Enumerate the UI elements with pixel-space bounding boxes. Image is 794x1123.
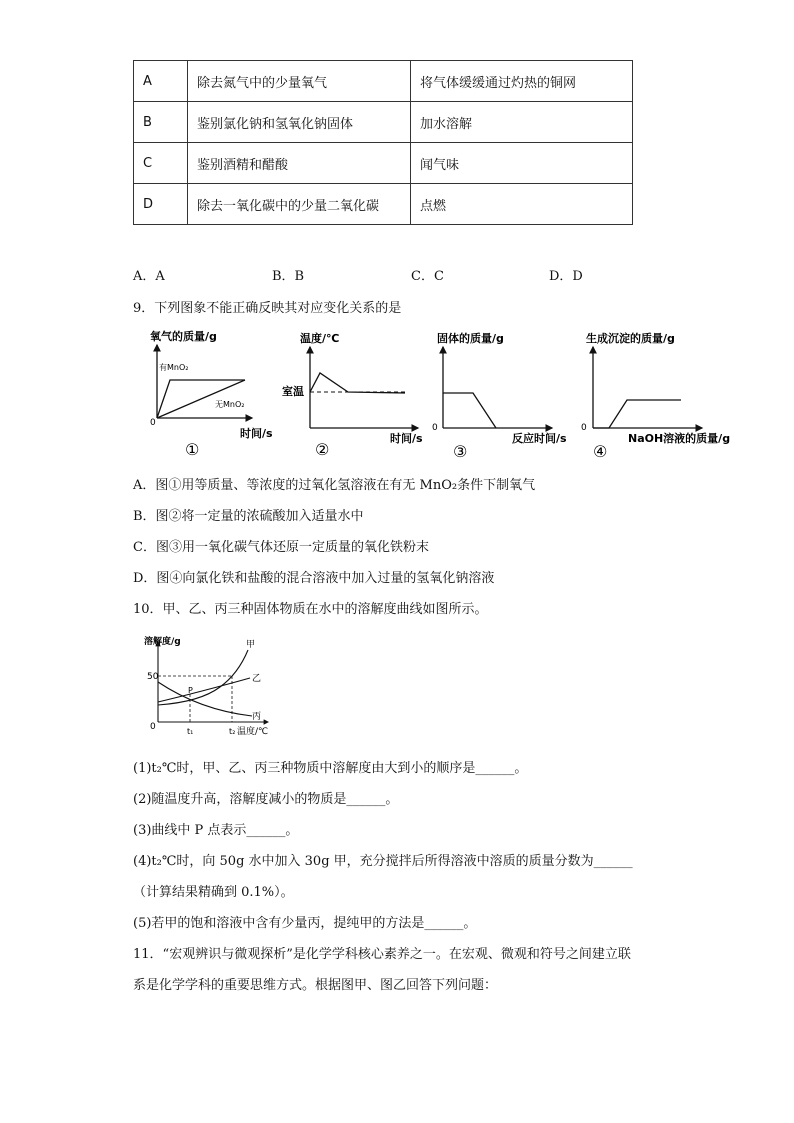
table-cell: 除去氮气中的少量氧气 (188, 61, 411, 102)
table-cell: 除去一氧化碳中的少量二氧化碳 (188, 184, 411, 225)
table-row (134, 102, 633, 143)
graph-2-number: ② (315, 440, 330, 459)
graph-4-xlabel: NaOH溶液的质量/g (628, 432, 731, 445)
graph-2-ytick: 室温 (282, 385, 304, 398)
solubility-graph (140, 632, 275, 742)
q10-stem: 10．甲、乙、丙三种固体物质在水中的溶解度曲线如图所示。 (133, 602, 488, 617)
graph-4 (581, 331, 730, 461)
graph-1-origin: 0 (150, 418, 156, 428)
table-cell: 鉴别酒精和醋酸 (188, 143, 411, 184)
table-cell: A (134, 61, 188, 102)
graph-1-ylabel: 氧气的质量/g (150, 330, 217, 343)
q9-option-d: D．图④向氯化铁和盐酸的混合溶液中加入过量的氢氧化钠溶液 (133, 571, 495, 586)
table-cell: B (134, 102, 188, 143)
solubility-t1: t₁ (187, 727, 194, 736)
q10-sub-4: (4)t₂℃时，向 50g 水中加入 30g 甲，充分搅拌后所得溶液中溶质的质量分数为______ (133, 854, 633, 869)
q10-sub-4-note: （计算结果精确到 0.1%）。 (133, 885, 294, 900)
table-cell: 闻气味 (411, 143, 633, 184)
table-cell: 点燃 (411, 184, 633, 225)
q9-stem: 9．下列图象不能正确反映其对应变化关系的是 (133, 301, 402, 316)
q9-option-b: B．图②将一定量的浓硫酸加入适量水中 (133, 509, 364, 524)
table-cell: C (134, 143, 188, 184)
option-c: C．C (411, 269, 444, 284)
table-row (134, 61, 633, 102)
graph-3 (432, 331, 567, 461)
solubility-ytick-50: 50 (147, 672, 159, 682)
graph-3-ylabel: 固体的质量/g (437, 332, 504, 345)
solubility-ylabel: 溶解度/g (144, 637, 181, 647)
point-p-label: P (188, 686, 193, 695)
graph-3-xlabel: 反应时间/s (512, 432, 567, 445)
table-row (134, 184, 633, 225)
solubility-xlabel: 温度/℃ (237, 727, 269, 737)
graph-4-number: ④ (593, 442, 608, 461)
table-cell: 鉴别氯化钠和氢氧化钠固体 (188, 102, 411, 143)
q10-sub-3: (3)曲线中 P 点表示______。 (133, 823, 299, 838)
q8-options (133, 268, 653, 286)
graph-4-ylabel: 生成沉淀的质量/g (586, 332, 675, 345)
solubility-origin: 0 (150, 722, 156, 732)
table-cell: 加水溶解 (411, 102, 633, 143)
q10-sub-5: (5)若甲的饱和溶液中含有少量丙，提纯甲的方法是______。 (133, 916, 477, 931)
q10-sub-2: (2)随温度升高，溶解度减小的物质是______。 (133, 792, 399, 807)
graph-1-number: ① (185, 440, 200, 459)
graph-3-origin: 0 (432, 423, 438, 433)
options-table (133, 60, 633, 225)
q10-sub-1: (1)t₂℃时，甲、乙、丙三种物质中溶解度由大到小的顺序是______。 (133, 761, 528, 776)
graph-1-xlabel: 时间/s (240, 427, 273, 440)
curve-label-with-mno2: 有MnO₂ (159, 363, 189, 372)
graph-3-number: ③ (453, 442, 468, 461)
graph-2 (282, 331, 423, 459)
q9-graphs (140, 325, 740, 470)
table-row (134, 143, 633, 184)
graph-2-xlabel: 时间/s (390, 432, 423, 445)
q11-line-1: 11．“宏观辨识与微观探析”是化学学科核心素养之一。在宏观、微观和符号之间建立联 (133, 947, 631, 962)
option-a: A．A (133, 269, 165, 284)
table-cell: D (134, 184, 188, 225)
graph-1 (150, 329, 273, 459)
q9-option-a: A．图①用等质量、等浓度的过氧化氢溶液在有无 MnO₂条件下制氧气 (133, 478, 536, 493)
curve-label-jia: 甲 (246, 640, 256, 650)
option-b: B．B (272, 269, 305, 284)
q11-line-2: 系是化学学科的重要思维方式。根据图甲、图乙回答下列问题： (133, 978, 498, 993)
graph-4-origin: 0 (581, 423, 587, 433)
graph-2-ylabel: 温度/℃ (300, 332, 340, 345)
solubility-t2: t₂ (229, 727, 236, 736)
table-cell: 将气体缓缓通过灼热的铜网 (411, 61, 633, 102)
q9-option-c: C．图③用一氧化碳气体还原一定质量的氧化铁粉末 (133, 540, 429, 555)
option-d: D．D (549, 269, 583, 284)
curve-label-yi: 乙 (252, 674, 262, 684)
curve-label-bing: 丙 (252, 712, 262, 722)
curve-label-without-mno2: 无MnO₂ (215, 400, 245, 409)
